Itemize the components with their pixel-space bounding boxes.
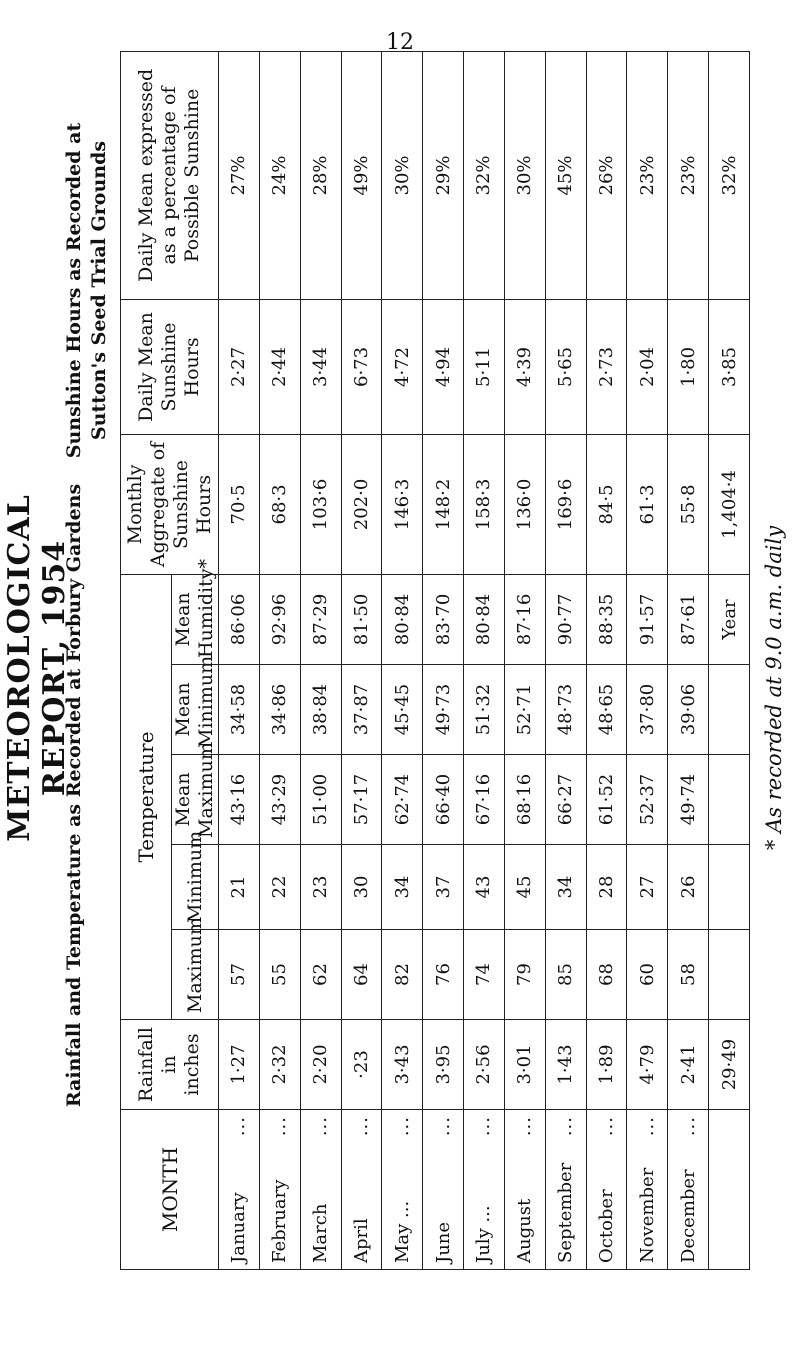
percentage-cell: 26%: [586, 51, 627, 299]
month-label: June: [432, 1221, 454, 1263]
percentage-cell: 23%: [668, 51, 709, 299]
mean-minimum-cell: 45·45: [382, 665, 423, 755]
month-cell: [382, 1110, 423, 1270]
weather-table: [120, 51, 750, 1270]
daily-sunshine-cell: 5·11: [464, 299, 505, 434]
leader-dots: ...: [636, 1116, 658, 1137]
humidity-cell: 87·16: [504, 574, 545, 664]
monthly-sunshine-cell: 136·0: [504, 434, 545, 574]
rainfall-cell: 3·01: [504, 1020, 545, 1110]
rainfall-cell: ·23: [341, 1020, 382, 1110]
month-cell: [423, 1110, 464, 1270]
month-cell: [300, 1110, 341, 1270]
minimum-cell: 34: [382, 845, 423, 930]
humidity-cell: Year: [709, 574, 750, 664]
monthly-sunshine-cell: 148·2: [423, 434, 464, 574]
daily-sunshine-cell: 2·44: [259, 299, 300, 434]
leader-dots: ...: [391, 1116, 413, 1137]
rainfall-cell: 2·41: [668, 1020, 709, 1110]
maximum-cell: 58: [668, 930, 709, 1020]
mean-maximum-cell: 68·16: [504, 755, 545, 845]
mean-minimum-cell: [709, 665, 750, 755]
month-cell: [341, 1110, 382, 1270]
month-label: April: [350, 1218, 372, 1263]
mean-maximum-cell: 52·37: [627, 755, 668, 845]
humidity-cell: 88·35: [586, 574, 627, 664]
minimum-cell: 34: [545, 845, 586, 930]
page-number: 12: [386, 30, 414, 55]
mean-minimum-cell: 49·73: [423, 665, 464, 755]
maximum-cell: 55: [259, 930, 300, 1020]
daily-sunshine-cell: 6·73: [341, 299, 382, 434]
month-label: December: [677, 1169, 699, 1263]
table-row: [627, 51, 668, 1269]
leader-dots: ...: [228, 1116, 250, 1137]
monthly-sunshine-cell: 55·8: [668, 434, 709, 574]
table-row: [504, 51, 545, 1269]
leader-dots: ...: [555, 1116, 577, 1137]
maximum-cell: 82: [382, 930, 423, 1020]
minimum-cell: 45: [504, 845, 545, 930]
minimum-cell: 28: [586, 845, 627, 930]
leader-dots: ...: [269, 1116, 291, 1137]
mean-maximum-header: Mean Maximum: [172, 755, 219, 845]
month-cell: [586, 1110, 627, 1270]
percentage-cell: 49%: [341, 51, 382, 299]
monthly-sunshine-cell: 103·6: [300, 434, 341, 574]
mean-minimum-cell: 48·65: [586, 665, 627, 755]
humidity-cell: 90·77: [545, 574, 586, 664]
leader-dots: ...: [310, 1116, 332, 1137]
leader-dots: ...: [596, 1116, 618, 1137]
mean-maximum-cell: 66·27: [545, 755, 586, 845]
maximum-cell: 60: [627, 930, 668, 1020]
leader-dots: ...: [432, 1116, 454, 1137]
table-row: [668, 51, 709, 1269]
maximum-cell: 76: [423, 930, 464, 1020]
month-label: March: [310, 1203, 332, 1263]
rainfall-cell: 29·49: [709, 1020, 750, 1110]
section-heading-sunshine: Sunshine Hours as Recorded at Sutton's Seed Trial Grounds: [63, 122, 110, 459]
monthly-sunshine-cell: 1,404·4: [709, 434, 750, 574]
rainfall-cell: 1·89: [586, 1020, 627, 1110]
mean-maximum-cell: 57·17: [341, 755, 382, 845]
daily-sunshine-cell: 4·39: [504, 299, 545, 434]
month-label: November: [636, 1167, 658, 1263]
mean-minimum-header: Mean Minimum: [172, 665, 219, 755]
mean-maximum-cell: 51·00: [300, 755, 341, 845]
minimum-cell: 22: [259, 845, 300, 930]
humidity-cell: 91·57: [627, 574, 668, 664]
mean-maximum-cell: 67·16: [464, 755, 505, 845]
minimum-cell: 37: [423, 845, 464, 930]
maximum-cell: [709, 930, 750, 1020]
mean-minimum-cell: 38·84: [300, 665, 341, 755]
humidity-cell: 81·50: [341, 574, 382, 664]
mean-maximum-cell: 43·16: [219, 755, 260, 845]
minimum-header: Minimum: [172, 845, 219, 930]
month-cell: [259, 1110, 300, 1270]
maximum-cell: 68: [586, 930, 627, 1020]
month-label: January: [228, 1192, 250, 1263]
percentage-cell: 28%: [300, 51, 341, 299]
rainfall-cell: 2·20: [300, 1020, 341, 1110]
month-cell: [627, 1110, 668, 1270]
section-heading-rainfall-temperature: Rainfall and Temperature as Recorded at Forbury Gardens: [63, 483, 85, 1108]
header-row-1: [121, 51, 172, 1269]
month-label: August: [514, 1198, 536, 1263]
monthly-sunshine-cell: 202·0: [341, 434, 382, 574]
monthly-sunshine-cell: 61·3: [627, 434, 668, 574]
monthly-sunshine-cell: 84·5: [586, 434, 627, 574]
humidity-cell: 87·29: [300, 574, 341, 664]
monthly-sunshine-cell: 146·3: [382, 434, 423, 574]
month-label: February: [269, 1179, 291, 1263]
monthly-sunshine-cell: 70·5: [219, 434, 260, 574]
month-label: May ...: [391, 1200, 413, 1263]
rainfall-cell: 3·95: [423, 1020, 464, 1110]
mean-maximum-cell: 43·29: [259, 755, 300, 845]
month-label: October: [596, 1189, 618, 1263]
rainfall-header: Rainfall in inches: [121, 1020, 219, 1110]
humidity-cell: 86·06: [219, 574, 260, 664]
daily-sunshine-cell: 3·85: [709, 299, 750, 434]
percentage-cell: 27%: [219, 51, 260, 299]
minimum-cell: 23: [300, 845, 341, 930]
month-cell: [709, 1110, 750, 1270]
percentage-cell: 29%: [423, 51, 464, 299]
month-cell: [464, 1110, 505, 1270]
footnote: * As recorded at 9.0 a.m. daily: [762, 525, 786, 851]
mean-maximum-cell: [709, 755, 750, 845]
maximum-cell: 57: [219, 930, 260, 1020]
minimum-cell: 26: [668, 845, 709, 930]
monthly-sunshine-header: Monthly Aggregate of Sunshine Hours: [121, 434, 219, 574]
daily-sunshine-cell: 2·73: [586, 299, 627, 434]
leader-dots: ...: [677, 1116, 699, 1137]
maximum-header: Maximum: [172, 930, 219, 1020]
table-row: [423, 51, 464, 1269]
minimum-cell: [709, 845, 750, 930]
month-cell: [668, 1110, 709, 1270]
table-row: [219, 51, 260, 1269]
mean-minimum-cell: 51·32: [464, 665, 505, 755]
daily-sunshine-cell: 4·72: [382, 299, 423, 434]
maximum-cell: 85: [545, 930, 586, 1020]
percentage-cell: 45%: [545, 51, 586, 299]
leader-dots: ...: [350, 1116, 372, 1137]
month-header: MONTH: [121, 1110, 219, 1270]
mean-minimum-cell: 37·87: [341, 665, 382, 755]
daily-percentage-header: Daily Mean expressed as a percentage of Possible Sunshine: [121, 51, 219, 299]
maximum-cell: 64: [341, 930, 382, 1020]
temperature-header: Temperature: [121, 574, 172, 1019]
percentage-cell: 24%: [259, 51, 300, 299]
mean-minimum-cell: 39·06: [668, 665, 709, 755]
table-row: [545, 51, 586, 1269]
monthly-sunshine-cell: 158·3: [464, 434, 505, 574]
rainfall-cell: 3·43: [382, 1020, 423, 1110]
table-row: [300, 51, 341, 1269]
monthly-sunshine-cell: 68·3: [259, 434, 300, 574]
percentage-cell: 30%: [382, 51, 423, 299]
table-row: [586, 51, 627, 1269]
month-cell: [504, 1110, 545, 1270]
month-cell: [219, 1110, 260, 1270]
daily-sunshine-cell: 2·04: [627, 299, 668, 434]
minimum-cell: 21: [219, 845, 260, 930]
daily-sunshine-cell: 4·94: [423, 299, 464, 434]
daily-sunshine-cell: 3·44: [300, 299, 341, 434]
mean-minimum-cell: 34·86: [259, 665, 300, 755]
report-title: METEOROLOGICAL REPORT, 1954: [2, 494, 72, 842]
monthly-sunshine-cell: 169·6: [545, 434, 586, 574]
daily-sunshine-cell: 2·27: [219, 299, 260, 434]
percentage-cell: 32%: [709, 51, 750, 299]
mean-maximum-cell: 66·40: [423, 755, 464, 845]
rainfall-cell: 2·56: [464, 1020, 505, 1110]
daily-sunshine-cell: 5·65: [545, 299, 586, 434]
table-row: [382, 51, 423, 1269]
minimum-cell: 43: [464, 845, 505, 930]
mean-humidity-header: Mean Humidity*: [172, 574, 219, 664]
month-label: September: [555, 1162, 577, 1263]
mean-minimum-cell: 34·58: [219, 665, 260, 755]
rainfall-cell: 4·79: [627, 1020, 668, 1110]
mean-maximum-cell: 61·52: [586, 755, 627, 845]
maximum-cell: 62: [300, 930, 341, 1020]
percentage-cell: 23%: [627, 51, 668, 299]
humidity-cell: 80·84: [382, 574, 423, 664]
table-row: [341, 51, 382, 1269]
maximum-cell: 74: [464, 930, 505, 1020]
rainfall-cell: 1·43: [545, 1020, 586, 1110]
minimum-cell: 27: [627, 845, 668, 930]
table-row: [464, 51, 505, 1269]
mean-minimum-cell: 37·80: [627, 665, 668, 755]
percentage-cell: 30%: [504, 51, 545, 299]
mean-minimum-cell: 48·73: [545, 665, 586, 755]
mean-maximum-cell: 49·74: [668, 755, 709, 845]
table-row: [259, 51, 300, 1269]
month-cell: [545, 1110, 586, 1270]
daily-sunshine-cell: 1·80: [668, 299, 709, 434]
humidity-cell: 83·70: [423, 574, 464, 664]
humidity-cell: 87·61: [668, 574, 709, 664]
mean-minimum-cell: 52·71: [504, 665, 545, 755]
rainfall-cell: 1·27: [219, 1020, 260, 1110]
percentage-cell: 32%: [464, 51, 505, 299]
table-body: [219, 51, 750, 1269]
leader-dots: ...: [473, 1116, 495, 1137]
humidity-cell: 92·96: [259, 574, 300, 664]
daily-sunshine-header: Daily Mean Sunshine Hours: [121, 299, 219, 434]
rainfall-cell: 2·32: [259, 1020, 300, 1110]
maximum-cell: 79: [504, 930, 545, 1020]
minimum-cell: 30: [341, 845, 382, 930]
month-label: July ...: [473, 1205, 495, 1263]
leader-dots: ...: [514, 1116, 536, 1137]
humidity-cell: 80·84: [464, 574, 505, 664]
totals-row: [709, 51, 750, 1269]
mean-maximum-cell: 62·74: [382, 755, 423, 845]
